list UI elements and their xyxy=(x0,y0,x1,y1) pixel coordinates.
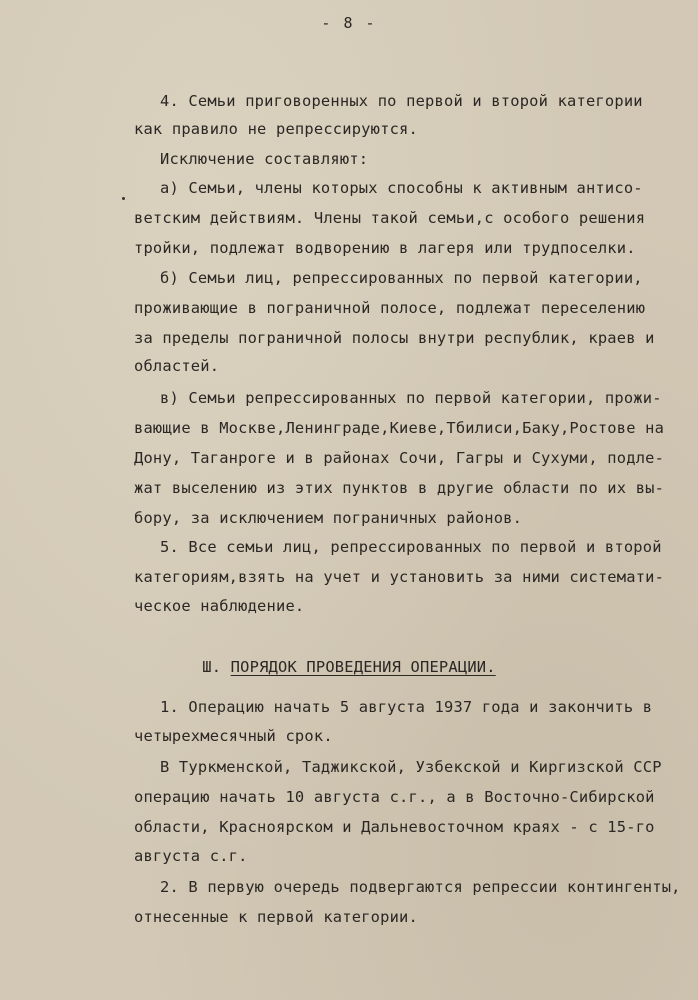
text-line: за пределы пограничной полосы внутри республик, краев и xyxy=(134,329,655,347)
text-line: Дону, Таганроге и в районах Сочи, Гагры и Сухуми, подле- xyxy=(134,449,665,467)
text-line: проживающие в пограничной полосе, подлежат переселению xyxy=(134,299,646,317)
text-line: 1. Операцию начать 5 августа 1937 года и закончить в xyxy=(160,698,653,716)
section-numeral: Ш. xyxy=(202,658,222,676)
text-line: четырехмесячный срок. xyxy=(134,727,333,745)
text-line: областей. xyxy=(134,357,220,375)
text-line: 2. В первую очередь подвергаются репрессии контингенты, xyxy=(160,878,681,896)
text-line: в) Семьи репрессированных по первой категории, прожи- xyxy=(160,389,662,407)
text-line: бору, за исключением пограничных районов. xyxy=(134,509,523,527)
ink-speck xyxy=(122,197,125,200)
text-line: августа с.г. xyxy=(134,847,248,865)
page-number: - 8 - xyxy=(321,14,377,32)
section-title: ПОРЯДОК ПРОВЕДЕНИЯ ОПЕРАЦИИ. xyxy=(230,658,496,676)
text-line: жат выселению из этих пунктов в другие области по их вы- xyxy=(134,479,665,497)
text-line: а) Семьи, члены которых способны к активным антисо- xyxy=(160,179,643,197)
text-line: отнесенные к первой категории. xyxy=(134,908,418,926)
text-line: операцию начать 10 августа с.г., а в Восточно-Сибирской xyxy=(134,788,655,806)
text-line: тройки, подлежат водворению в лагеря или трудпоселки. xyxy=(134,239,636,257)
text-line: В Туркменской, Таджикской, Узбекской и Киргизской ССР xyxy=(160,758,662,776)
text-line: вающие в Москве,Ленинграде,Киеве,Тбилиси,Баку,Ростове на xyxy=(134,419,665,437)
text-line: Исключение составляют: xyxy=(160,150,369,168)
text-line: ческое наблюдение. xyxy=(134,597,305,615)
text-line: 5. Все семьи лиц, репрессированных по первой и второй xyxy=(160,538,662,556)
text-line: категориям,взять на учет и установить за ними системати- xyxy=(134,568,665,586)
section-heading xyxy=(0,660,698,675)
text-line: 4. Семьи приговоренных по первой и второй категории xyxy=(160,92,643,110)
text-line: ветским действиям. Члены такой семьи,с особого решения xyxy=(134,209,646,227)
text-line: области, Красноярском и Дальневосточном краях - с 15-го xyxy=(134,818,655,836)
text-line: как правило не репрессируются. xyxy=(134,120,418,138)
text-line: б) Семьи лиц, репрессированных по первой категории, xyxy=(160,269,643,287)
